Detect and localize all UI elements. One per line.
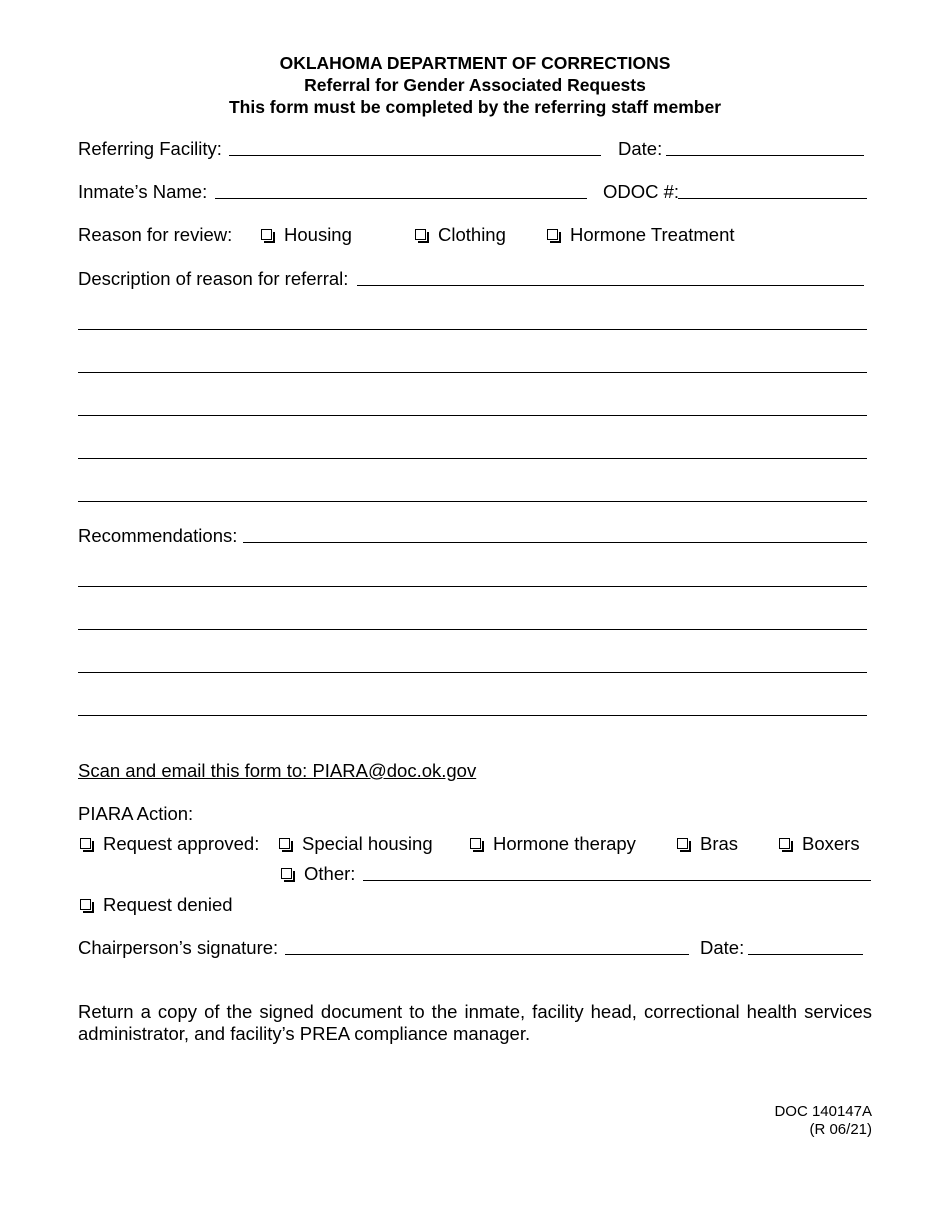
recommendations-line[interactable] xyxy=(78,672,867,673)
checkbox-icon xyxy=(80,899,91,910)
referring-facility-label: Referring Facility: xyxy=(78,138,222,159)
recommendations-row xyxy=(78,524,872,548)
request-approved-row xyxy=(78,832,872,856)
description-line[interactable] xyxy=(78,372,867,373)
checkbox-icon xyxy=(677,838,688,849)
bras-option[interactable]: Bras xyxy=(677,832,738,856)
other-row xyxy=(78,862,872,886)
revision-date: (R 06/21) xyxy=(809,1121,872,1138)
checkbox-icon xyxy=(470,838,481,849)
signature-row xyxy=(78,936,872,960)
odoc-number-label: ODOC #: xyxy=(603,181,680,202)
form-footer xyxy=(774,1103,872,1139)
recommendations-label: Recommendations: xyxy=(78,525,238,546)
description-line[interactable] xyxy=(78,329,867,330)
facility-row xyxy=(78,137,872,161)
checkbox-icon xyxy=(415,229,426,240)
reason-label: Reason for review: xyxy=(78,224,233,245)
date-label: Date: xyxy=(618,138,663,159)
checkbox-icon xyxy=(279,838,290,849)
description-row xyxy=(78,267,872,291)
signature-date-label: Date: xyxy=(700,937,745,958)
reason-option-hormone[interactable]: Hormone Treatment xyxy=(547,223,735,247)
recommendations-line[interactable] xyxy=(78,586,867,587)
odoc-number-field[interactable] xyxy=(678,180,867,199)
checkbox-icon xyxy=(261,229,272,240)
recommendations-line[interactable] xyxy=(78,715,867,716)
inmate-name-field[interactable] xyxy=(215,180,587,199)
piara-action-label: PIARA Action: xyxy=(78,803,194,824)
chairperson-signature-label: Chairperson’s signature: xyxy=(78,937,279,958)
inmate-row xyxy=(78,180,872,204)
description-field[interactable] xyxy=(357,267,864,286)
date-field[interactable] xyxy=(666,137,864,156)
other-field[interactable] xyxy=(363,862,871,881)
doc-number: DOC 140147A xyxy=(774,1103,872,1120)
description-line[interactable] xyxy=(78,458,867,459)
special-housing-option[interactable]: Special housing xyxy=(279,832,433,856)
scan-email-instruction: Scan and email this form to: PIARA@doc.ok.gov xyxy=(78,760,477,781)
other-option[interactable]: Other: xyxy=(281,862,355,886)
form-title: Referral for Gender Associated Requests xyxy=(304,75,646,95)
reason-option-clothing[interactable]: Clothing xyxy=(415,223,506,247)
description-line[interactable] xyxy=(78,501,867,502)
recommendations-line[interactable] xyxy=(78,629,867,630)
request-denied-option[interactable]: Request denied xyxy=(80,893,233,917)
referring-facility-field[interactable] xyxy=(229,137,601,156)
checkbox-icon xyxy=(779,838,790,849)
hormone-therapy-option[interactable]: Hormone therapy xyxy=(470,832,636,856)
checkbox-icon xyxy=(80,838,91,849)
recommendations-field[interactable] xyxy=(243,524,867,543)
checkbox-icon xyxy=(281,868,292,879)
description-label: Description of reason for referral: xyxy=(78,268,349,289)
piara-action-row xyxy=(78,802,872,826)
description-line[interactable] xyxy=(78,415,867,416)
reason-row xyxy=(78,223,872,247)
chairperson-signature-field[interactable] xyxy=(285,936,689,955)
request-denied-row xyxy=(78,893,872,917)
checkbox-icon xyxy=(547,229,558,240)
form-instruction: This form must be completed by the referring staff member xyxy=(228,97,722,117)
agency-title: OKLAHOMA DEPARTMENT OF CORRECTIONS xyxy=(279,53,671,73)
signature-date-field[interactable] xyxy=(748,936,863,955)
reason-option-housing[interactable]: Housing xyxy=(261,223,352,247)
request-approved-option[interactable]: Request approved: xyxy=(80,832,259,856)
boxers-option[interactable]: Boxers xyxy=(779,832,860,856)
return-instructions: Return a copy of the signed document to the inmate, facility head, correctional health services administrator, and facility’s PREA compliance manager. xyxy=(78,1001,872,1044)
form-header xyxy=(0,52,950,118)
inmate-name-label: Inmate’s Name: xyxy=(78,181,208,202)
